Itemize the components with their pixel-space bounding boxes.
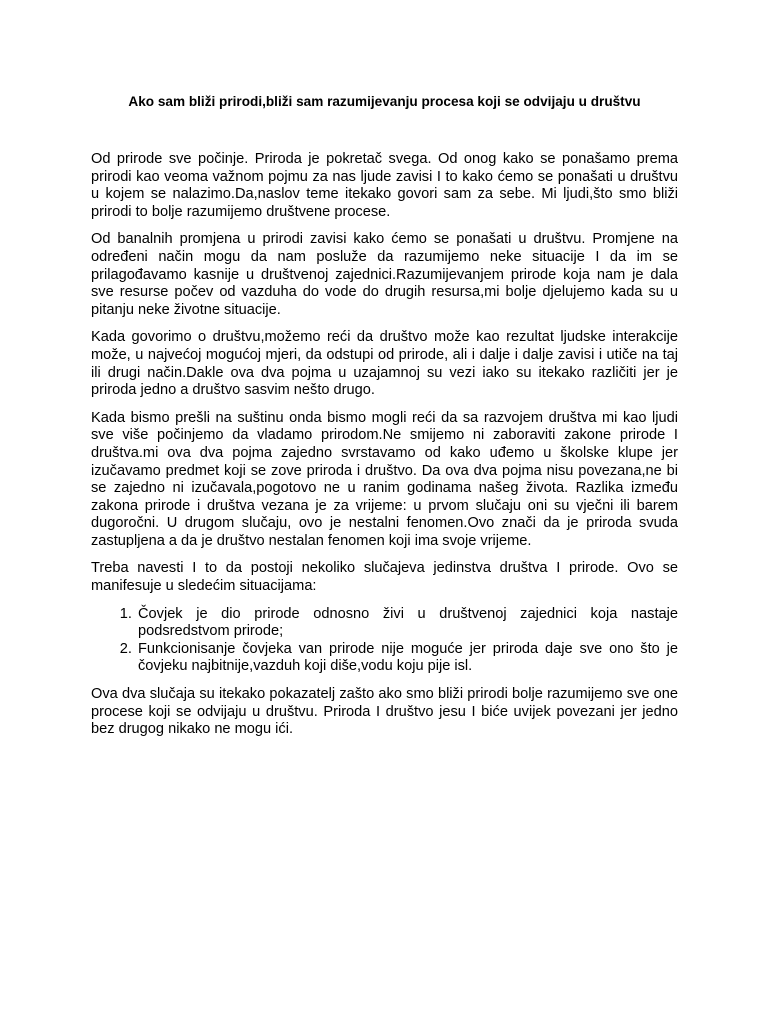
paragraph-conclusion: Ova dva slučaja su itekako pokazatelj zašto ako smo bliži prirodi bolje razumijemo sve one procese koji se odvijaju u društvu. Priroda I društvo jesu I biće uvijek povezani jer jedno bez drugog nikako ne mogu ići. (91, 686, 678, 738)
paragraph-nature-changes: Od banalnih promjena u prirodi zavisi kako ćemo se ponašati u društvu. Promjene na određeni način mogu da nam posluže da razumijemo neke situacije I da im se prilagođavamo kasnije u društvenoj zajednici.Razumijevanjem prirode koja nam je dala sve resurse počev od vazduha do vode do drugih resursa,mi bolje djelujemo kada su u pitanju neke životne situacije. (91, 231, 678, 318)
list-item: 2. Funkcionisanje čovjeka van prirode nije moguće jer priroda daje sve ono što je čovjeku najbitnije,vazduh koji diše,vodu koju pije isl. (136, 641, 678, 676)
document-body (91, 151, 678, 739)
paragraph-society: Kada govorimo o društvu,možemo reći da društvo može kao rezultat ljudske interakcije može, u najvećoj mogućoj mjeri, da odstupi od prirode, ali i dalje i dalje zavisi i utiče na taj ili drugi način.Dakle ova dva pojma u uzajamnoj su vezi iako su itekako različiti jer je priroda jedno a društvo sasvim nešto drugo. (91, 329, 678, 399)
paragraph-unity: Treba navesti I to da postoji nekoliko slučajeva jedinstva društva I prirode. Ovo se manifesuje u sledećim situacijama: (91, 560, 678, 595)
document-page (91, 92, 678, 749)
paragraph-intro: Od prirode sve počinje. Priroda je pokretač svega. Od onog kako se ponašamo prema prirodi kao veoma važnom pojmu za nas ljude zavisi I to kako ćemo se ponašati u društvu u kojem se nalazimo.Da,naslov teme itekako govori sam za sebe. Mi ljudi,što smo bliži prirodi to bolje razumijemo društvene procese. (91, 151, 678, 220)
document-title: Ako sam bliži prirodi,bliži sam razumijevanju procesa koji se odvijaju u društvu (128, 94, 641, 109)
paragraph-laws: Kada bismo prešli na suštinu onda bismo mogli reći da sa razvojem društva mi kao ljudi sve više počinjemo da vladamo prirodom.Ne smijemo ni zaboraviti zakone prirode I društva.mi ova dva pojma zajedno svrstavamo od kako uđemo u školske klupe jer izučavamo predmet koji se zove priroda i društvo. Da ova dva pojma nisu povezana,ne bi se zajedno ni izučavala,pogotovo ne u ranim godinama našeg života. Razlika između zakona prirode i društva vezana je za vrijeme: u prvom slučaju oni su vječni ili barem dugoročni. U drugom slučaju, ovo je nestalni fenomen.Ovo znači da je priroda svuda zastupljena a da je društvo nestalan fenomen koji ima svoje vrijeme. (91, 409, 678, 549)
situations-list (91, 606, 678, 676)
list-item: 1. Čovjek je dio prirode odnosno živi u društvenoj zajednici koja nastaje podsredstvom prirode; (136, 606, 678, 641)
